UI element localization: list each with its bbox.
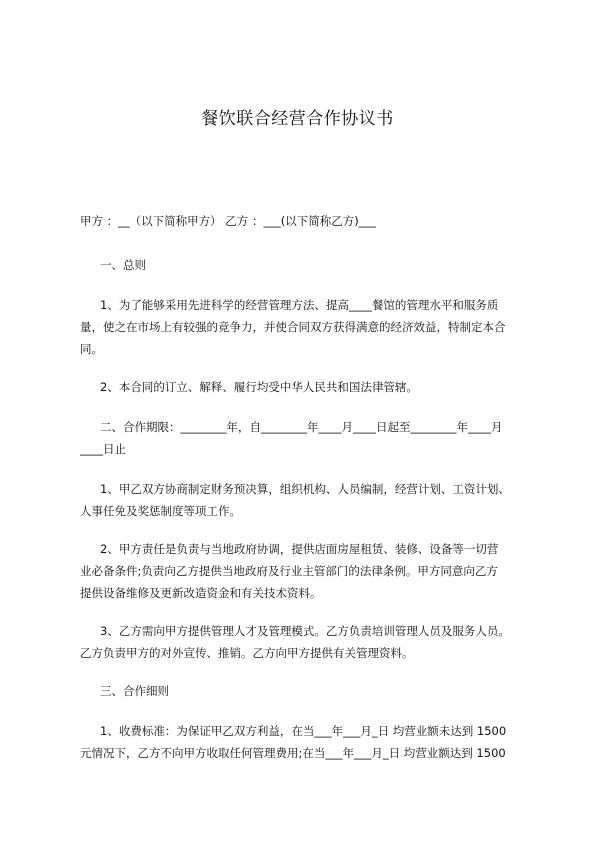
clause-3-1-line-2: 元情况下，乙方不向甲方收取任何管理费用;在当___年___月_日 均营业额达到 1500 [80, 746, 506, 760]
clause-1-1-line-3: 同。 [80, 342, 103, 356]
clause-2-2-line-1: 2、甲方责任是负责与当地政府协调，提供店面房屋租赁、装修、设备等一切营 [100, 542, 499, 556]
clause-3-1-line-1: 1、收费标准：为保证甲乙双方利益，在当___年___月_日 均营业额未达到 1500 [100, 724, 507, 738]
clause-1-1-line-2: 量，使之在市场上有较强的竞争力，并使合同双方获得满意的经济效益，特制定本合 [80, 320, 506, 334]
section-2-line-1: 二、合作期限：________年，自________年____月____日起至________年____月 [100, 420, 503, 434]
section-2-line-2: ____日止 [80, 442, 126, 456]
document-title: 餐饮联合经营合作协议书 [201, 109, 394, 129]
clause-2-2-line-2: 业必备条件;负责向乙方提供当地政府及行业主管部门的法律条例。甲方同意向乙方 [80, 564, 498, 578]
section-1-heading: 一、总则 [100, 258, 146, 272]
clause-2-2-line-3: 提供设备维修及更新改造资金和有关技术资料。 [80, 586, 322, 600]
clause-1-1-line-1: 1、为了能够采用先进科学的经营管理方法、提高____餐馆的管理水平和服务质 [100, 298, 499, 312]
clause-2-1-line-1: 1、甲乙双方协商制定财务预决算，组织机构、人员编制，经营计划、工资计划、 [100, 482, 510, 496]
section-3-heading: 三、合作细则 [100, 684, 169, 698]
clause-2-3-line-2: 乙方负责甲方的对外宣传、推销。乙方向甲方提供有关管理资料。 [80, 646, 414, 660]
clause-2-3-line-1: 3、乙方需向甲方提供管理人才及管理模式。乙方负责培训管理人员及服务人员。 [100, 624, 510, 638]
clause-2-1-line-2: 人事任免及奖惩制度等项工作。 [80, 504, 241, 518]
parties-line: 甲方 ：__（以下简称甲方） 乙方 ：___(以下简称乙方)___ [80, 214, 376, 228]
clause-1-2-line-1: 2、本合同的订立、解释、履行均受中华人民共和国法律管辖。 [100, 380, 418, 394]
